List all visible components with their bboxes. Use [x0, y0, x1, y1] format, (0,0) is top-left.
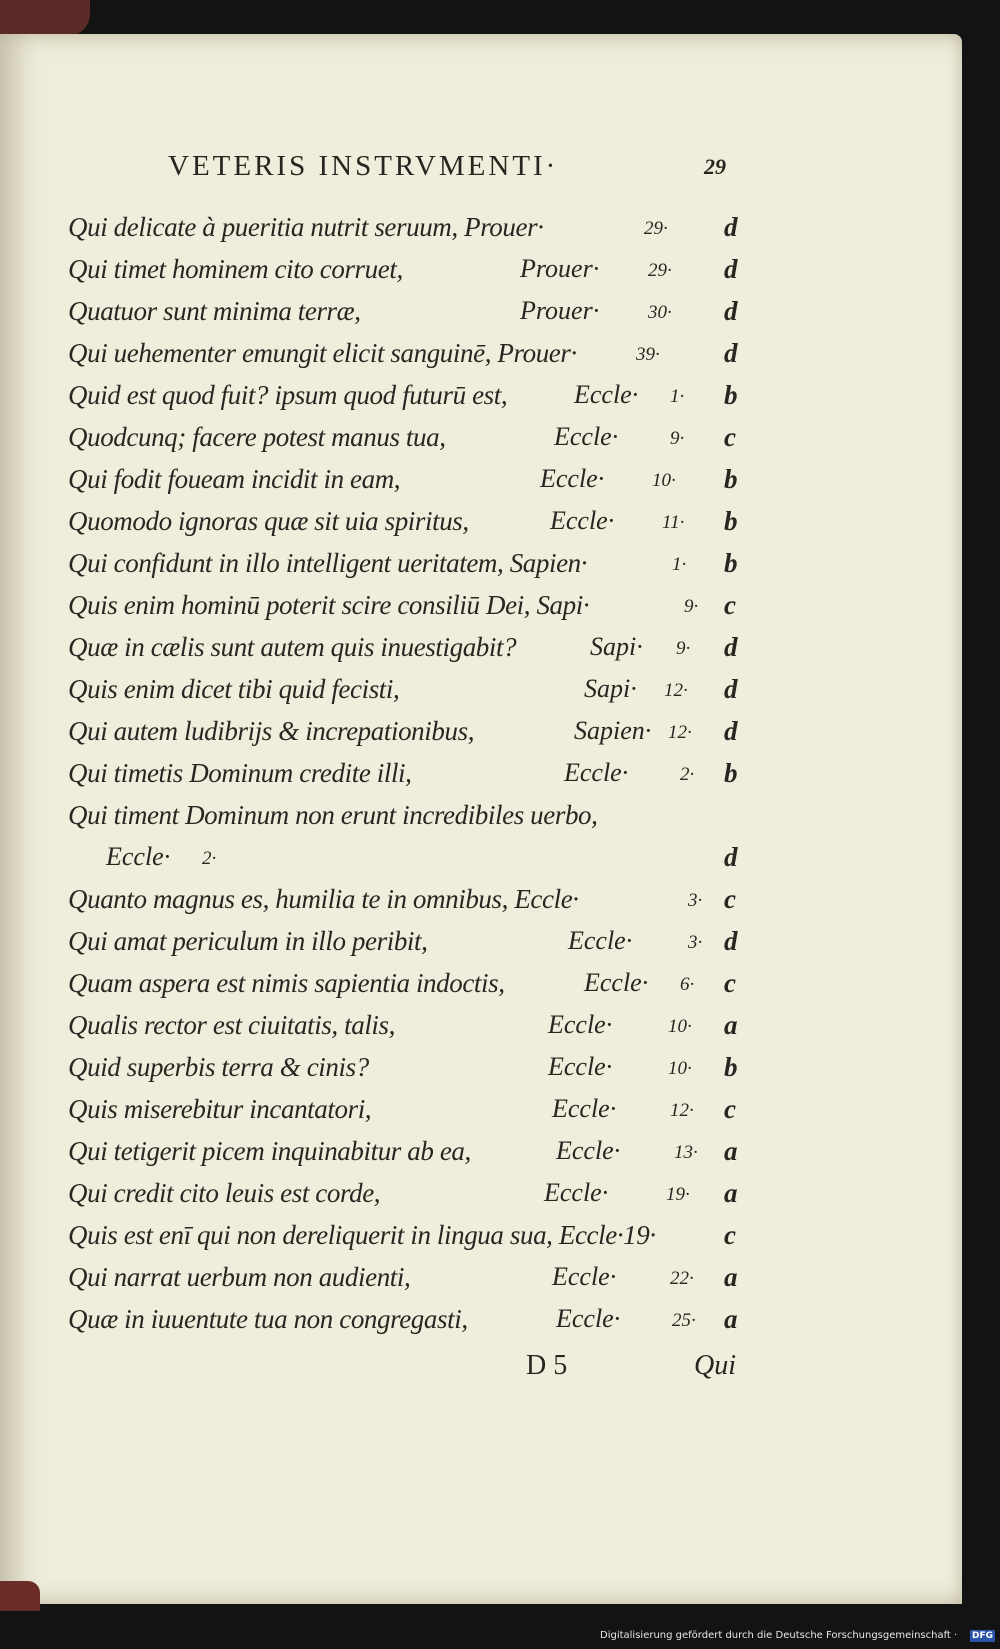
entry-book: Prouer·: [520, 254, 600, 283]
book-cover-edge-top: [0, 0, 90, 36]
signature-mark: D 5: [526, 1350, 568, 1381]
entry-book: Eccle·: [584, 968, 649, 997]
entry-chapter: 30·: [648, 302, 672, 323]
entry-section-letter: a: [724, 1010, 738, 1040]
index-entry: [0, 966, 1000, 1008]
entry-phrase: Qui delicate à pueritia nutrit seruum, Prouer·: [68, 212, 544, 242]
entry-phrase: Quis miserebitur incantatori,: [68, 1094, 372, 1124]
entry-chapter: 2·: [680, 764, 695, 785]
entry-section-letter: d: [724, 716, 738, 746]
book-cover-edge-bottom: [0, 1581, 40, 1611]
entry-phrase: Qui amat periculum in illo peribit,: [68, 926, 428, 956]
entry-section-letter: a: [724, 1178, 738, 1208]
entry-book: Sapi·: [584, 674, 637, 703]
entry-book: Eccle·: [574, 380, 639, 409]
entry-phrase: Qui uehementer emungit elicit sanguinē, Prouer·: [68, 338, 577, 368]
entry-book: Eccle·: [556, 1136, 621, 1165]
entry-section-letter: b: [724, 506, 738, 536]
running-title: VETERIS INSTRVMENTI·: [168, 150, 559, 182]
index-entry: [0, 1302, 1000, 1344]
entry-phrase: Quæ in iuuentute tua non congregasti,: [68, 1304, 468, 1334]
entry-chapter: 9·: [670, 428, 685, 449]
entry-phrase: Quis enim hominū poterit scire consiliū Dei, Sapi·: [68, 590, 590, 620]
entry-chapter: 39·: [636, 344, 660, 365]
entry-phrase: Qui timent Dominum non erunt incredibiles uerbo,: [68, 800, 598, 830]
entry-chapter: 3·: [688, 890, 703, 911]
entry-phrase: Quæ in cælis sunt autem quis inuestigabit?: [68, 632, 517, 662]
entry-chapter: 29·: [648, 260, 672, 281]
entry-section-letter: b: [724, 548, 738, 578]
entry-chapter: 9·: [676, 638, 691, 659]
entry-chapter: 9·: [684, 596, 699, 617]
index-entry: [0, 378, 1000, 420]
entry-book: Eccle·: [540, 464, 605, 493]
entry-section-letter: c: [724, 1094, 736, 1124]
entry-book: Prouer·: [520, 296, 600, 325]
entry-phrase: Quodcunq; facere potest manus tua,: [68, 422, 446, 452]
entry-phrase: Quid est quod fuit? ipsum quod futurū est,: [68, 380, 508, 410]
index-entry: [0, 882, 1000, 924]
entry-section-letter: d: [724, 338, 738, 368]
entry-phrase: Quatuor sunt minima terræ,: [68, 296, 361, 326]
entry-chapter: 1·: [672, 554, 687, 575]
entry-section-letter: d: [724, 632, 738, 662]
entry-book: Eccle·: [556, 1304, 621, 1333]
index-entry: [0, 1134, 1000, 1176]
index-entry: [0, 756, 1000, 798]
page-footer: [0, 1350, 1000, 1390]
entry-book: Eccle·: [564, 758, 629, 787]
entry-chapter: 25·: [672, 1310, 696, 1331]
index-entry: [0, 924, 1000, 966]
entry-book: Eccle·: [552, 1262, 617, 1291]
index-entry: [0, 462, 1000, 504]
entry-phrase: Qui timetis Dominum credite illi,: [68, 758, 412, 788]
entry-phrase: Quis enim dicet tibi quid fecisti,: [68, 674, 400, 704]
entry-phrase: Qui confidunt in illo intelligent ueritatem, Sapien·: [68, 548, 588, 578]
index-entry: [0, 1008, 1000, 1050]
entry-book: Eccle·: [548, 1052, 613, 1081]
entry-chapter: 22·: [670, 1268, 694, 1289]
entry-section-letter: b: [724, 1052, 738, 1082]
index-entry: [0, 1260, 1000, 1302]
entry-chapter: 11·: [662, 512, 685, 533]
index-entry: [0, 1092, 1000, 1134]
entry-phrase: Qui timet hominem cito corruet,: [68, 254, 403, 284]
index-entry: [0, 672, 1000, 714]
entry-chapter: 13·: [674, 1142, 698, 1163]
catchword: Qui: [694, 1350, 736, 1381]
entry-phrase: Qui credit cito leuis est corde,: [68, 1178, 381, 1208]
entry-section-letter: c: [724, 590, 736, 620]
index-entry: [0, 546, 1000, 588]
entry-section-letter: d: [724, 254, 738, 284]
index-entry: [0, 588, 1000, 630]
index-entry: [0, 294, 1000, 336]
entry-chapter: 6·: [680, 974, 695, 995]
entry-book: Sapi·: [590, 632, 643, 661]
entry-section-letter: b: [724, 464, 738, 494]
index-entry: [0, 1176, 1000, 1218]
entry-book: Eccle·: [554, 422, 619, 451]
entry-chapter: 3·: [688, 932, 703, 953]
entry-phrase: Qui tetigerit picem inquinabitur ab ea,: [68, 1136, 471, 1166]
entry-book: Eccle·: [548, 1010, 613, 1039]
entry-section-letter: d: [724, 212, 738, 242]
entry-section-letter: b: [724, 758, 738, 788]
entry-chapter: 12·: [668, 722, 692, 743]
entry-book: Eccle·: [550, 506, 615, 535]
entry-chapter: 19·: [666, 1184, 690, 1205]
index-entry: [0, 714, 1000, 756]
entry-chapter: 12·: [670, 1100, 694, 1121]
entry-phrase: Quanto magnus es, humilia te in omnibus, Eccle·: [68, 884, 579, 914]
entry-phrase: Quomodo ignoras quæ sit uia spiritus,: [68, 506, 469, 536]
entry-section-letter: a: [724, 1136, 738, 1166]
entry-chapter: 10·: [668, 1058, 692, 1079]
entry-section-letter: c: [724, 1220, 736, 1250]
entry-book: Eccle·: [552, 1094, 617, 1123]
entry-book: Eccle·: [106, 842, 171, 871]
entry-section-letter: d: [724, 674, 738, 704]
running-head: [0, 150, 760, 190]
index-entry: [0, 252, 1000, 294]
entry-book: Eccle·: [544, 1178, 609, 1207]
index-entries: [0, 210, 1000, 1344]
index-entry: [0, 1050, 1000, 1092]
entry-section-letter: c: [724, 968, 736, 998]
entry-section-letter: c: [724, 422, 736, 452]
entry-phrase: Qui fodit foueam incidit in eam,: [68, 464, 401, 494]
entry-chapter: 2·: [202, 848, 217, 869]
entry-book: Eccle·: [568, 926, 633, 955]
entry-phrase: Qualis rector est ciuitatis, talis,: [68, 1010, 395, 1040]
entry-phrase: Quid superbis terra & cinis?: [68, 1052, 369, 1082]
entry-chapter: 10·: [668, 1016, 692, 1037]
entry-section-letter: d: [724, 926, 738, 956]
entry-book: Sapien·: [574, 716, 652, 745]
entry-section-letter: c: [724, 884, 736, 914]
index-entry: [0, 1218, 1000, 1260]
entry-chapter: 12·: [664, 680, 688, 701]
book-page: [0, 34, 962, 1604]
entry-section-letter: d: [724, 842, 738, 872]
entry-phrase: Quis est enī qui non dereliquerit in lingua sua, Eccle·19·: [68, 1220, 656, 1250]
entry-section-letter: b: [724, 380, 738, 410]
entry-phrase: Qui narrat uerbum non audienti,: [68, 1262, 411, 1292]
index-entry: [0, 420, 1000, 462]
entry-section-letter: a: [724, 1304, 738, 1334]
index-entry: [0, 630, 1000, 672]
entry-chapter: 1·: [670, 386, 685, 407]
entry-section-letter: d: [724, 296, 738, 326]
dfg-logo: DFG: [972, 1631, 994, 1641]
entry-phrase: Qui autem ludibrijs & increpationibus,: [68, 716, 475, 746]
digitization-credit: Digitalisierung gefördert durch die Deutsche Forschungsgemeinschaft ·: [600, 1630, 958, 1641]
page-number: 29: [704, 154, 726, 179]
index-entry: [0, 336, 1000, 378]
index-entry: [0, 504, 1000, 546]
index-entry: [0, 798, 1000, 882]
entry-chapter: 29·: [644, 218, 668, 239]
entry-phrase: Quam aspera est nimis sapientia indoctis,: [68, 968, 505, 998]
entry-section-letter: a: [724, 1262, 738, 1292]
entry-chapter: 10·: [652, 470, 676, 491]
index-entry: [0, 210, 1000, 252]
